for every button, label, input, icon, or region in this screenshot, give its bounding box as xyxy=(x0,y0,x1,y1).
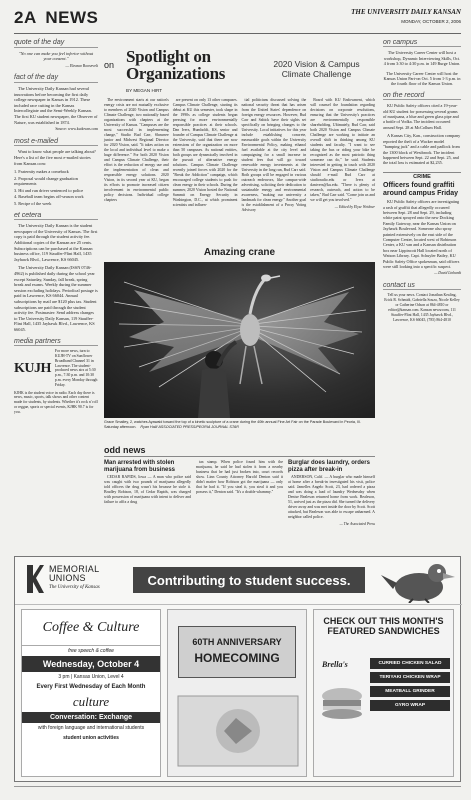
caption-text: Grace Smalley, 2, watches Ayawaid toward the top of a kinetic sculpture of a crane during the 40th annual Fine Art Fair on the Parade Boulevard in Peoria, Ill. Saturday afternoon. xyxy=(104,420,361,429)
sandwiches-title: CHECK OUT THIS MONTH'S FEATURED SANDWICHES xyxy=(323,616,444,636)
crime-credit: — David Linhardt xyxy=(434,271,461,276)
crime-label: CRIME xyxy=(383,172,461,180)
subhead: 2020 Vision & Campus Climate Challenge xyxy=(273,59,360,79)
sandwich-list xyxy=(370,658,450,714)
contact-section xyxy=(383,283,461,323)
crane-sculpture-image xyxy=(104,262,375,418)
sandwich-item: MEATBALL GRINDER xyxy=(370,686,450,697)
ku-logo-icon xyxy=(25,563,45,595)
story-headline: Spotlight on Organizations xyxy=(126,47,226,83)
ad-banner: Contributing to student success. xyxy=(133,567,365,593)
coffee-tagline: free speech & coffee xyxy=(68,648,114,654)
etcetera-text: The University Daily Kansan is the student newspaper of the University of Kansas. The first copy is paid through the student activity fee. Additional copies of the Kansan are 25 cents. Subscriptions can be purchased at the Kansan business office, 119 Stauffer-Flint Hall, 1435 Jayhawk Blvd., Lawrence, KS 66045. xyxy=(14,223,98,262)
list-item[interactable]: 3. Hit and run driver sentenced to police xyxy=(14,187,84,193)
photo-title: Amazing crane xyxy=(203,247,276,258)
culture-label: culture xyxy=(72,694,110,709)
on-campus-section xyxy=(383,40,461,87)
footer-rule xyxy=(14,786,461,787)
sandwich-icon xyxy=(320,676,364,736)
record-item: KU Public Safety officers cited a 19-year-old KU student for possessing several grams of marijuana, a blue and green glass pipe and a bottle of Vodka. The incident occurred around Sept. 28 at McCollum Hall. xyxy=(383,103,459,130)
etcetera-section xyxy=(14,213,98,333)
quote-text: "No one can make you feel inferior without your consent." xyxy=(18,50,94,62)
right-column xyxy=(383,40,461,329)
edit-credit: — Edited by Elyse Weidner xyxy=(334,205,375,209)
issue-date: MONDAY, OCTOBER 2, 2006 xyxy=(401,19,461,24)
left-column xyxy=(14,40,98,420)
list-item[interactable]: 2. Proposal would change graduation requirements xyxy=(14,175,78,187)
ad-header xyxy=(15,557,462,605)
most-emailed-section xyxy=(14,139,98,207)
story-last-column xyxy=(310,98,375,213)
sponsor-label: student union activities xyxy=(63,735,119,741)
photo-credit: Ryan Hall/ ASSOCIATED PRESS/PEORIA JOURNAL STAR xyxy=(140,424,239,429)
homecoming-panel[interactable] xyxy=(167,609,307,777)
section-title: most e-mailed xyxy=(14,139,98,147)
fact-section xyxy=(14,75,98,132)
homecoming-art-icon xyxy=(168,686,307,776)
byline: BY MEGAN HIRT xyxy=(126,88,163,93)
crime-headline: Officers found graffiti around campus Friday xyxy=(383,182,459,197)
story-text: Board with KU Endowment, which will counsel the foundation regarding decisions on corporate resolutions, ensuring that the University's practices are environmentally responsible shareholding. Ultimately, Bud Carr, said both 2020 Vision and Campus Climate Challenge are working to initiate an overall shift in thinking among KU students and faculty. "I want to see taking the bus or riding your bike be recognized as the most patriotic thing someone can do," he said. Students interested in getting in touch with 2020 Vision and Campus Climate Challenge should e-mail Bud Carr at studioradio.edu or Ivers at danivers@ku.edu. "There is plenty of research, outreach, and action to be taken," Bud Carr said. "Come join us and we will get you involved." xyxy=(310,98,375,202)
masthead-brand: THE UNIVERSITY DAILY KANSAN xyxy=(351,8,461,16)
fact-text: The University Daily Kansan had several innovations before becoming the first daily college newspaper in Kansas in 1912. These included race cutting in the Kansas Intercollegiate and the Semi-Weekly Kansan. The first KU student newspaper, the Observer of Nature, was established in 1874. xyxy=(14,85,98,125)
page-number: 2A xyxy=(14,8,37,27)
kjhk-text: KJHK is the student voice in radio. Each day there is news, music, sports, talk shows and other content made for students, by students. Whether it's rock n' roll or reggae, sports or special events, KJHK 90.7 is for you. xyxy=(14,390,98,414)
page-section xyxy=(14,8,98,28)
sandwich-item: GYRO WRAP xyxy=(370,700,450,711)
ku-name-line: UNIONS xyxy=(49,573,86,583)
etcetera-text: The University Daily Kansan (ISSN 0746-4962) is published daily during the school year except Saturday, Sunday, fall break, spring break and exams. Weekly during the summer session excluding holidays. Periodical postage is paid in Lawrence, KS 66044. Annual subscriptions by mail are $120 plus tax. Student subscriptions are paid through the student activity fee. Postmaster: Send address changes to The University Daily Kansan, 119 Stauffer-Flint Hall, 1435 Jayhawk Blvd., Lawrence, KS 66045. xyxy=(14,265,98,332)
on-the-record-section xyxy=(383,93,461,166)
coffee-culture-title: Coffee & Culture xyxy=(22,610,160,646)
crime-text: KU Public Safety officers are investigating a rash of graffiti that allegedly occurred between Sept. 28 and Sept. 29, including white paint sprayed onto the new Docking Family Gateway, near the Kansas Union on Jayhawk Boulevard. Someone also spray painted extensively on the east side of the Computer Center, located west of Robinson Center, a KU van and a Kansan distribution box near Lippincott Hall located north of Watson Library. Capt. Schuyler Bailey, KU Public Safety Office spokesman, said officers were still looking into a specific suspect. xyxy=(383,199,460,269)
brellas-brand: Brella's xyxy=(322,660,348,669)
page-header xyxy=(14,8,461,34)
list-item[interactable]: 1. Fraternity makes a comeback xyxy=(14,169,69,175)
fact-source: Source: www.kudowns.com xyxy=(55,127,98,132)
emailed-list xyxy=(14,169,98,207)
section-name: NEWS xyxy=(45,8,99,27)
sandwich-item: TERIYAKI CHICKEN WRAP xyxy=(370,672,450,683)
odd-news-text: CEDAR RAPIDS, Iowa — A man who police said was caught with two pounds of marijuana allegedly told officers the drug wasn't his because he stole it. Bradley Robison, 18, of Cedar Rapids, was charged with possession of marijuana with intent to deliver and failure to affix a drug xyxy=(104,475,191,505)
headline-kicker: on xyxy=(104,60,115,70)
story-columns xyxy=(104,98,375,213)
section-title: quote of the day xyxy=(14,40,98,48)
photo-caption xyxy=(104,420,375,429)
ku-name-line: MEMORIAL xyxy=(49,564,100,574)
ap-credit: — The Associated Press xyxy=(339,522,375,527)
kujh-block xyxy=(14,349,98,387)
event-day: Wednesday, October 4 xyxy=(22,656,160,672)
record-item: A Kansas City, Kan., construction company reported the theft of a Wacker model "bumping jack" and a cable and padlock from the 1300 block of Westbrook. The incident happened between Sept. 22 and Sept. 25, and the total loss is estimated at $2,235. xyxy=(383,133,461,166)
odd-news-item xyxy=(104,460,191,527)
memorial-unions-ad xyxy=(14,556,461,782)
media-partners-section xyxy=(14,339,98,415)
section-title: on the record xyxy=(383,93,461,100)
ku-unions-name xyxy=(49,565,99,583)
conversation-sub: with foreign language and international students xyxy=(37,725,145,731)
odd-news-item xyxy=(288,460,375,527)
contact-text: Tell us your news. Contact Jonathan Kealing, Erick R. Schmidt, Gabriella Souza, Nicole Kelley or Catherine Odson at 864-4810 or editor@kansan.com. Kansan newsroom, 111 Stauffer-Flint Hall, 1435 Jayhawk Blvd., Lawrence, KS 66045, (785) 864-4810 xyxy=(384,293,460,323)
coffee-culture-panel[interactable] xyxy=(21,609,161,777)
odd-news-text: tax stamp. When police found him with the marijuana, he said he had stolen it from a nearby business that he had just broken into, court records show. Linn County Attorney Harold Denton said it didn't matter how Robison got the marijuana — only that he had it. "If you steal it, you steal it and you possess it," Denton said. "It's a double whammy." xyxy=(196,460,283,494)
list-item[interactable]: 4. Baseball team begins off-season work xyxy=(14,194,84,200)
section-title: media partners xyxy=(14,339,98,347)
crime-section xyxy=(383,172,461,277)
sandwiches-panel[interactable] xyxy=(313,609,454,777)
odd-news-title: odd news xyxy=(104,445,375,457)
anniversary-badge xyxy=(178,626,296,678)
event-time: 3 pm | Kansas Union, Level 4 xyxy=(58,674,124,680)
ku-subtitle: The University of Kansas xyxy=(49,585,100,590)
story-text: are present on only 13 other campuses. Campus Climate Challenge, starting its debut at KU this semester, took shape in the 1990s as college students began pressing for more environmentally responsible practices at their schools. Dan Ivers, Humboldt, KS, senior and founder of Campus Climate Challenge at the University, said that there are now extensions of the organization on more than 50 campuses. As national entities, both groups are dynamically involved in the pursuit of alternative energy solutions. Campus Climate Challenge recently joined forces with 2020 for the "Break the Addiction" campaign, which encouraged college students to push for clean energy in their schools. During the summer, 2020 Vision hosted the National Summit on Energy Security in Washington, D.C., at which prominent scientists and influen- xyxy=(172,98,238,207)
crane-photo xyxy=(104,262,375,418)
campus-item: The University Career Center will host the Kansas Union Part-on Oct. 5 from 1-3 p.m. in the fourth floor of the Kansas Union. xyxy=(383,70,461,87)
story-text: tial politicians discussed solving the national security threat that has arisen from the United States' dependence on foreign energy resources. However, Bud Carr and Sabick have their sights set specifically on bringing changes to the University. Local initiatives for this year include establishing concrete, measurable goals within the University Environmental Policy, making ethanol fuel available at the city level and campaigning for a small increase in student fees that will go toward renewable energy investments at the University in the long run, Bud Carr said. Both groups will be engaged in various outreach endeavors, like campus-wide advertising, soliciting their dedication to sustainable energy and environmental awareness, "making our university a landmark for clean energy." Another goal is the establishment of a Proxy Voting Advisory xyxy=(241,98,307,212)
jayhawk-icon xyxy=(379,561,457,603)
odd-news-headline: Man arrested with stolen marijuana from business xyxy=(104,460,176,473)
kujh-logo: KUJH xyxy=(14,360,51,376)
story-text: The environment starts at our nation's energy crisis are not mutually exclusive to members of 2020 Vision and Campus Climate Challenge, two nationally based organizations with chapters at the University of Kansas. "Campuses are the most successful in implementing change," Studio Bud Carr, Shawnee junior and Midwest Regional Director for 2020 Vision, said. "It takes action on the local and individual level to make a huge difference." For both 2020 Vision and Campus Climate Challenge, their effort is the reduction of energy use and the implementation of clean and responsible energy solutions. 2020 Vision, in its second year at KU, began its efforts to promote increased citizen involvement in environmental public policy decisions. Individual college chapters xyxy=(104,98,169,202)
section-title: on campus xyxy=(383,40,461,47)
section-title: contact us xyxy=(383,283,461,290)
section-title: et cetera xyxy=(14,213,98,221)
emailed-intro: Want to know what people are talking about? Here's a list of the five most e-mailed stories from Kansan.com: xyxy=(14,149,96,166)
odd-news-item xyxy=(196,460,283,527)
section-title: fact of the day xyxy=(14,75,98,83)
kujh-text: For more news, turn to KUJH-TV on Sunflower Broadband Channel 31 in Lawrence. The student-produced news airs at 5:30 p.m., 7:30 p.m. and 10:30 p.m. every Monday through Friday. xyxy=(54,349,98,387)
child-silhouette xyxy=(198,342,236,418)
event-frequency: Every First Wednesday of Each Month xyxy=(36,684,146,690)
conversation-title: Conversation: Exchange xyxy=(22,712,160,723)
odd-news-text: ANDERSON, Calif. — A burglar who made himself at home after a break-in investigated his visit, police said. Jamelles Angelo Scott, 23, had ordered a pizza and was doing a load of laundry Wednesday when Denise Bealeson returned home from work. Bealeson, 51, arrived just as the pizza did. She turned the delivery driver away and was met inside the door by Scott. Scott attacked, but Bealeson was able to escape unharmed. A neighbor called police. xyxy=(288,475,375,520)
campus-item: The University Career Center will host a workshop, Dynamic Interviewing Skills, Oct. 4 from 3:30 to 4:30 p.m. in 149 Burge Union. xyxy=(383,50,461,67)
homecoming-label: HOMECOMING xyxy=(194,651,280,665)
anniversary-label: 60TH ANNIVERSARY xyxy=(192,637,282,647)
odd-news-headline: Burglar does laundry, orders pizza after break-in xyxy=(288,460,370,473)
sandwich-item: CURRIED CHICKEN SALAD xyxy=(370,658,450,669)
odd-news-columns xyxy=(104,460,375,527)
quote-section xyxy=(14,40,98,69)
list-item[interactable]: 5. Recipe of the week xyxy=(14,201,52,207)
quote-source: — Eleanor Roosevelt xyxy=(65,63,98,68)
